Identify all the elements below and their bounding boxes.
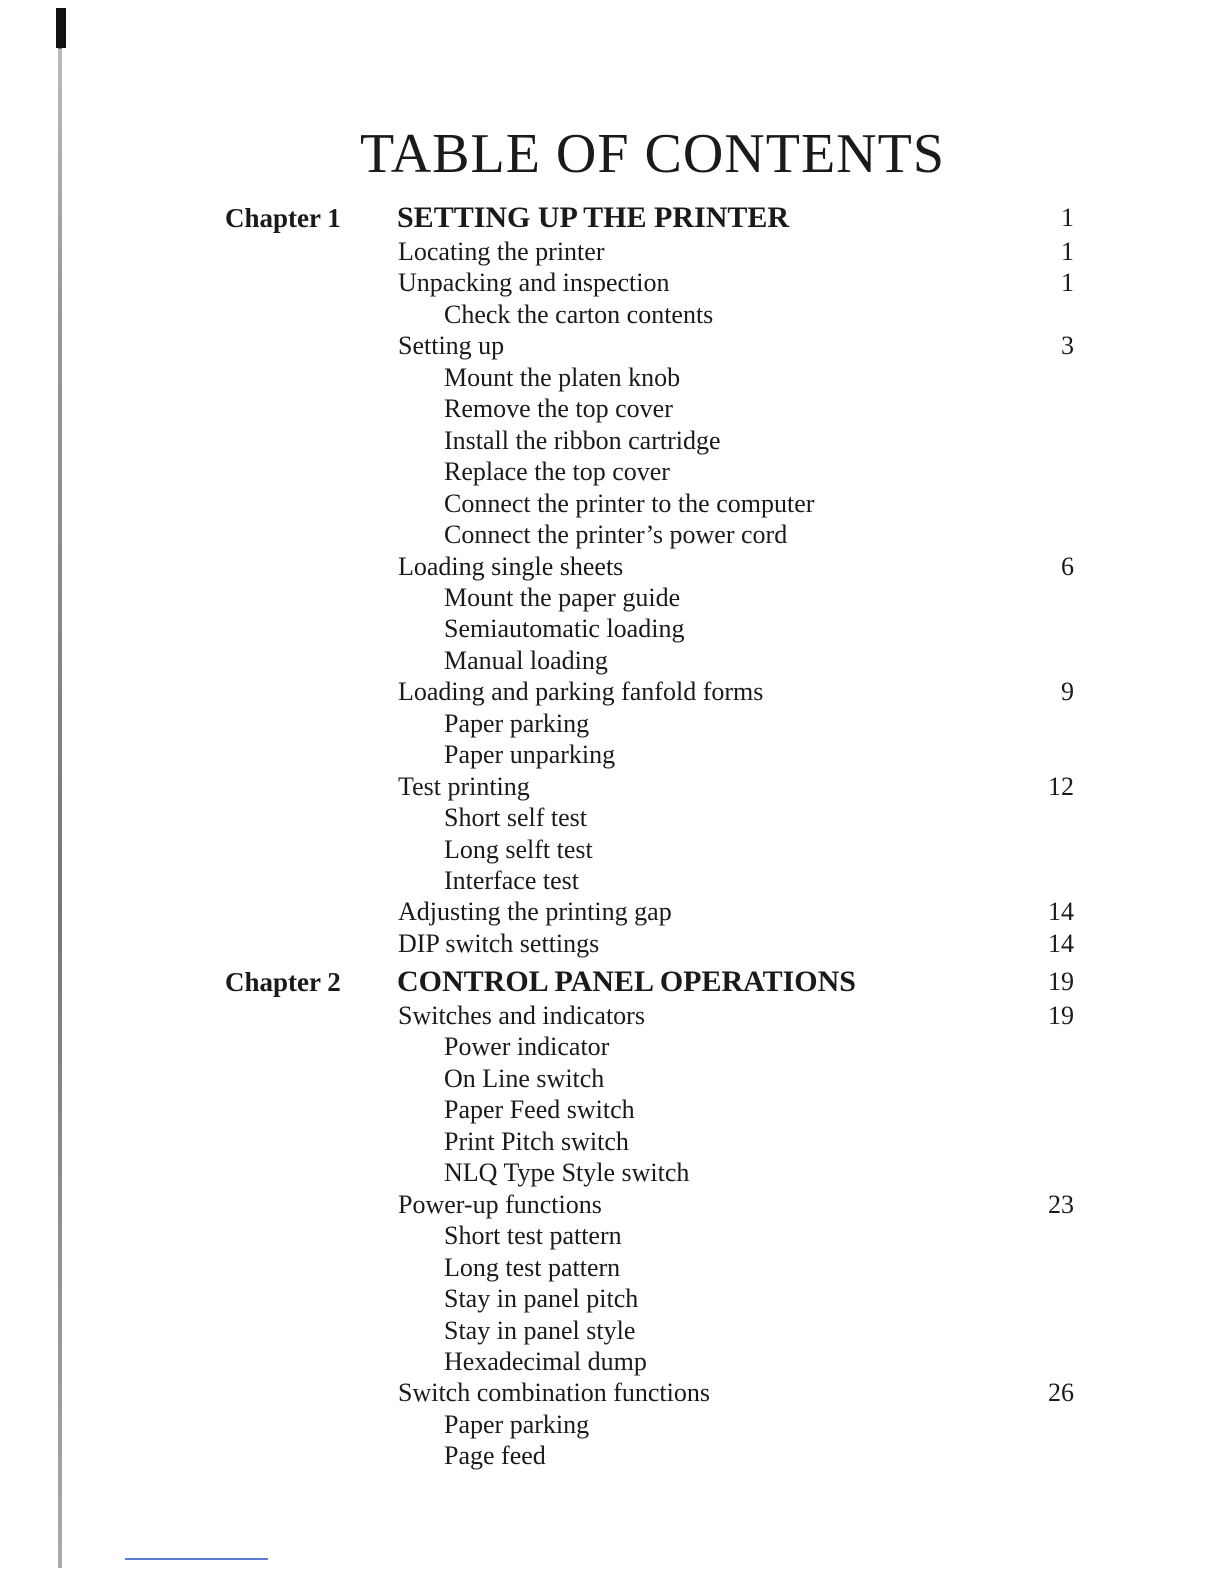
toc-subsection-row[interactable] [0,1220,1224,1252]
entry-title: Switch combination functions [398,1378,710,1407]
entry-title: Hexadecimal dump [444,1347,647,1376]
toc-subsection-row[interactable] [0,519,1224,551]
entry-title: Long test pattern [444,1253,621,1282]
toc-subsection-row[interactable] [0,1031,1224,1063]
entry-page-number: 1 [1061,237,1074,266]
toc-subsection-row[interactable] [0,393,1224,425]
toc-subsection-row[interactable] [0,456,1224,488]
toc-subsection-row[interactable] [0,425,1224,457]
entry-page-number: 26 [1048,1378,1074,1407]
entry-title: Locating the printer [398,237,605,266]
toc-subsection-row[interactable] [0,362,1224,394]
entry-page-number: 6 [1061,552,1074,581]
entry-title: Unpacking and inspection [398,268,670,297]
entry-title: Long selft test [444,835,593,864]
toc-section-row[interactable] [0,1000,1224,1032]
toc-section-row[interactable] [0,1377,1224,1409]
entry-page-number: 12 [1048,772,1074,801]
entry-title: Stay in panel style [444,1316,636,1345]
toc-chapter-row[interactable] [0,966,1224,998]
toc-subsection-row[interactable] [0,1346,1224,1378]
entry-title: Mount the platen knob [444,363,681,392]
entry-title: Install the ribbon cartridge [444,426,721,455]
entry-title: Mount the paper guide [444,583,681,612]
entry-title: Connect the printer’s power cord [444,520,788,549]
entry-page-number: 9 [1061,677,1074,706]
entry-title: Connect the printer to the computer [444,489,815,518]
toc-subsection-row[interactable] [0,802,1224,834]
entry-title: On Line switch [444,1064,605,1093]
toc-subsection-row[interactable] [0,582,1224,614]
toc-section-row[interactable] [0,330,1224,362]
entry-title: Test printing [398,772,530,801]
entry-title: Interface test [444,866,579,895]
toc-section-row[interactable] [0,1189,1224,1221]
toc-section-row[interactable] [0,771,1224,803]
toc-section-row[interactable] [0,896,1224,928]
entry-title: Replace the top cover [444,457,670,486]
toc-section-row[interactable] [0,676,1224,708]
entry-title: Loading single sheets [398,552,624,581]
entry-title: Adjusting the printing gap [398,897,672,926]
toc-subsection-row[interactable] [0,1315,1224,1347]
toc-section-row[interactable] [0,928,1224,960]
entry-title: DIP switch settings [398,929,600,958]
entry-title: Switches and indicators [398,1001,645,1030]
entry-title: Remove the top cover [444,394,673,423]
entry-title: Check the carton contents [444,300,714,329]
toc-subsection-row[interactable] [0,488,1224,520]
entry-page-number: 3 [1061,331,1074,360]
entry-title: Power-up functions [398,1190,602,1219]
entry-page-number: 1 [1061,268,1074,297]
entry-title: Manual loading [444,646,608,675]
toc-subsection-row[interactable] [0,834,1224,866]
entry-title: Setting up [398,331,505,360]
toc-subsection-row[interactable] [0,1126,1224,1158]
entry-title: Print Pitch switch [444,1127,629,1156]
toc-section-row[interactable] [0,236,1224,268]
toc-subsection-row[interactable] [0,1063,1224,1095]
chapter-label: Chapter 1 [225,203,341,233]
toc-subsection-row[interactable] [0,1440,1224,1472]
entry-title: Loading and parking fanfold forms [398,677,764,706]
entry-title: Stay in panel pitch [444,1284,639,1313]
entry-title: NLQ Type Style switch [444,1158,690,1187]
toc-section-row[interactable] [0,267,1224,299]
entry-title: Page feed [444,1441,546,1470]
chapter-page-number: 1 [1061,203,1074,232]
entry-page-number: 23 [1048,1190,1074,1219]
chapter-title: CONTROL PANEL OPERATIONS [397,965,856,998]
chapter-label: Chapter 2 [225,967,341,997]
toc-subsection-row[interactable] [0,299,1224,331]
toc-subsection-row[interactable] [0,1252,1224,1284]
chapter-page-number: 19 [1048,967,1074,996]
toc-subsection-row[interactable] [0,1157,1224,1189]
entry-title: Power indicator [444,1032,610,1061]
entry-title: Short test pattern [444,1221,622,1250]
toc-subsection-row[interactable] [0,613,1224,645]
toc-subsection-row[interactable] [0,739,1224,771]
toc-chapter-row[interactable] [0,202,1224,234]
entry-page-number: 19 [1048,1001,1074,1030]
toc-subsection-row[interactable] [0,708,1224,740]
toc-subsection-row[interactable] [0,645,1224,677]
entry-title: Paper parking [444,1410,590,1439]
entry-page-number: 14 [1048,897,1074,926]
entry-title: Paper parking [444,709,590,738]
page-title: TABLE OF CONTENTS [360,123,945,185]
toc-subsection-row[interactable] [0,1283,1224,1315]
toc-subsection-row[interactable] [0,865,1224,897]
entry-title: Semiautomatic loading [444,614,685,643]
entry-title: Short self test [444,803,587,832]
entry-title: Paper Feed switch [444,1095,635,1124]
toc-section-row[interactable] [0,551,1224,583]
chapter-title: SETTING UP THE PRINTER [397,201,790,234]
toc-subsection-row[interactable] [0,1094,1224,1126]
entry-page-number: 14 [1048,929,1074,958]
toc-subsection-row[interactable] [0,1409,1224,1441]
bottom-divider [125,1558,268,1560]
entry-title: Paper unparking [444,740,616,769]
